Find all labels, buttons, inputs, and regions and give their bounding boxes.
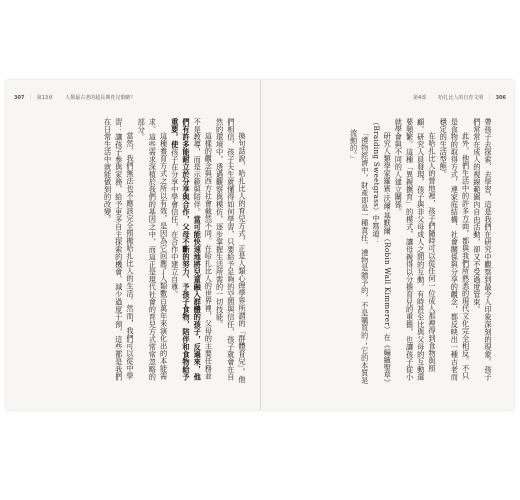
paragraph: 這種養育方式之所以有效，是因為它回應了人類數百萬年來演化出的本能需求。這些需求深植於我們的基因之中，而這正是現代社會的育兒方式常常忽略的部分。: [137, 118, 169, 381]
paragraph: 研究人類學家羅賓‧沃爾‧基默爾（Robin Wall Kimmerer）在《編織聖草》（Braiding Sweetgrass）中寫道：: [371, 118, 393, 383]
emphasis-text: 當可能快速地將兒童融入群體的孩子，反過來，他們有許多能耐立於分享與合作，父母不斷的努力、予孩子食物，陪伴和食物給予重要，使: [170, 118, 203, 381]
paragraph: 當然，我們無法也不應該完全照搬哈扎比人的生活。然而，我們可以從中學習：讓孩子參與家務、給予更多自主探索的機會、減少過度干預，這些都是我們在日常生活中就能做到的改變。: [103, 118, 135, 381]
chapter-label: 第13章: [36, 95, 54, 101]
part-title: 哈扎比人的自育文明: [438, 95, 484, 101]
page-gutter: [260, 80, 261, 410]
part-label: 第4部: [412, 95, 427, 101]
left-page-number: 307: [14, 95, 25, 101]
paragraph: 帶孩子去探索、去學習，這是我們在研究中觀察到最令人印象深刻的現象。孩子們常常在成人的視線範圍內自由活動，卻又不受過度管束。: [472, 118, 493, 381]
right-page-header: 第4部 哈扎比人的自育文明 ｜ 306: [412, 95, 506, 101]
right-page-number: 306: [495, 95, 506, 101]
chapter-title: 人類最古老的超長期育兒策略？: [65, 95, 136, 101]
block-quote: 「禮物經濟中，財產即是一種責任。禮物是贈予的，不是購買的；它的本質是流動的。」: [349, 128, 370, 384]
right-page-body: [270, 118, 494, 384]
paragraph: 此外，他們生活中的許多方面，都與我們所熟悉的現代文化完全相反。不只是食物的取得方式，連家庭結構、社會關係與分享的觀念，都反映出一種古老而穩定的生活型態。: [439, 118, 471, 381]
paragraph: 這樣的觀念與西方社會截然不同。在哈扎比人的世界裡，父母的主要任務並不是教導，而是示範與陪伴。當可能快速地將兒童融入群體的孩子，反過來，他們有許多能耐立於分享與合作，父母不斷的努力、予孩子食物，陪伴和食物給予重要，使孩子在分享中學會信任，在合作中建立自尊。: [170, 118, 214, 381]
left-page-body: [28, 118, 248, 384]
left-page-header: 307 ｜ 第13章 人類最古老的超長期育兒策略？: [14, 95, 136, 101]
paragraph: 在哈扎比人的營地裡，孩子們隨時可以從任何一位成人那裡得到食物與照顧。研究人員發現，孩子與非父母成人之間的互動，有時甚至比與父母的互動還要頻繁。這種「異親撫育」的模式，讓母親得以分擔育兒的重擔，也讓孩子從小就學會與不同的人建立關係。: [394, 118, 437, 381]
paragraph: 換句話說，哈扎比人的育兒方式，正是人類心理學界所謂的「群體育兒」。他們相信，孩子天生就懂得如何學習，只要給予足夠的空間與信任，孩子就會在自然的環境中，透過觀察與模仿，逐步掌握生活所需的一切技能。: [215, 118, 247, 384]
